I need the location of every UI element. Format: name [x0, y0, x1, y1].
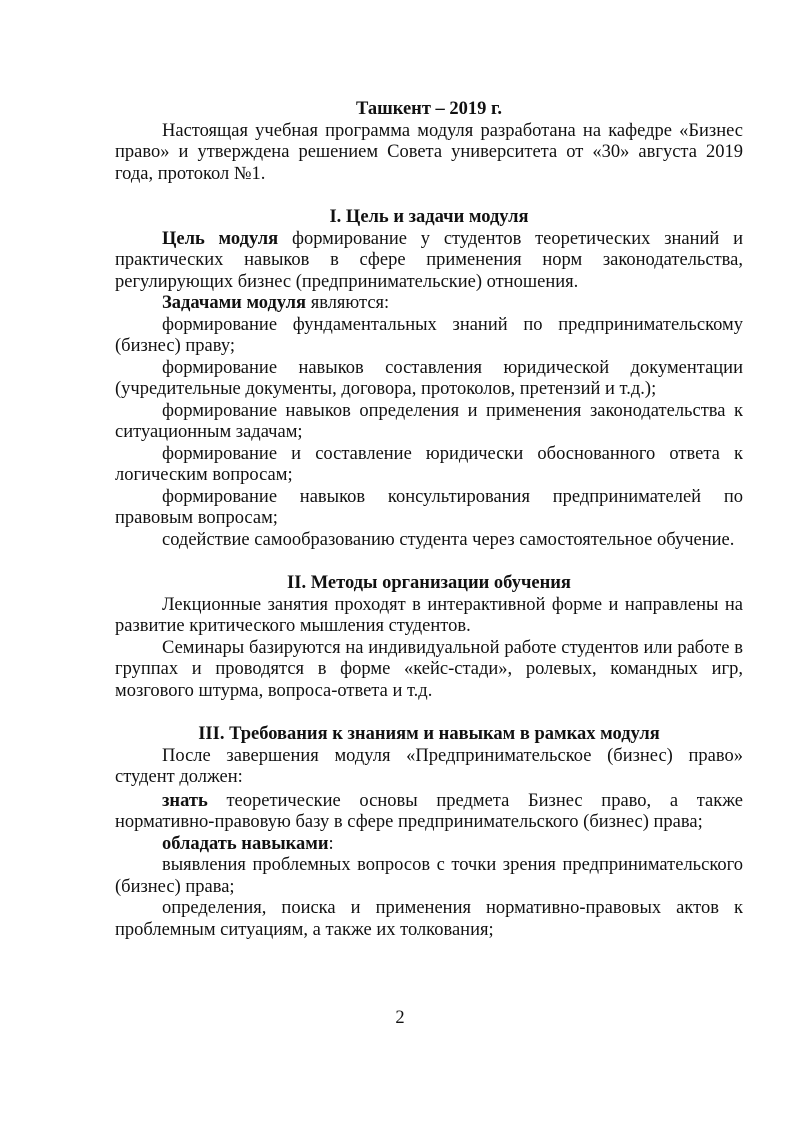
- know-label: знать: [162, 790, 208, 811]
- section-3-title: III. Требования к знаниям и навыкам в рамках модуля: [198, 724, 660, 744]
- page-content: [115, 99, 743, 941]
- task-item: формирование навыков консультирования предпринимателей по правовым вопросам;: [115, 486, 743, 528]
- task-item: содействие самообразованию студента через самостоятельное обучение.: [162, 529, 735, 550]
- tasks-suffix: являются:: [306, 293, 390, 313]
- know-text: теоретические основы предмета Бизнес право, а также нормативно-правовую базу в сфере предпринимательского (бизнес) права;: [115, 790, 743, 832]
- task-item: формирование фундаментальных знаний по предпринимательскому (бизнес) праву;: [115, 314, 743, 356]
- goal-label: Цель модуля: [162, 228, 279, 249]
- task-item: формирование и составление юридически обоснованного ответа к логическим вопросам;: [115, 443, 743, 485]
- task-item: формирование навыков определения и применения законодательства к ситуационным задачам;: [115, 400, 743, 442]
- section-2-title: II. Методы организации обучения: [287, 573, 571, 593]
- skill-item: выявления проблемных вопросов с точки зрения предпринимательского (бизнес) права;: [115, 855, 743, 897]
- city-year-heading: Ташкент – 2019 г.: [356, 99, 502, 119]
- requirements-intro: После завершения модуля «Предпринимательское (бизнес) право» студент должен:: [115, 745, 743, 787]
- task-item: формирование навыков составления юридической документации (учредительные документы, договора, протоколов, претензий и т.д.);: [115, 357, 743, 399]
- skills-label: обладать навыками: [162, 833, 329, 854]
- section-1-title: I. Цель и задачи модуля: [329, 207, 529, 227]
- page-number: 2: [395, 1008, 405, 1028]
- skills-suffix: :: [328, 833, 334, 854]
- tasks-label: Задачами модуля: [162, 293, 307, 313]
- skill-item: определения, поиска и применения нормативно-правовых актов к проблемным ситуациям, а также их толкования;: [115, 898, 743, 940]
- goal-paragraph: [115, 229, 743, 294]
- tasks-intro: [115, 293, 743, 315]
- know-paragraph: [115, 791, 743, 834]
- goal-text: формирование у студентов теоретических знаний и практических навыков в сфере применения норм законодательства, регулирующих бизнес (предпринимательские) отношения.: [115, 228, 744, 292]
- skills-heading: [115, 834, 743, 856]
- methods-paragraph: Лекционные занятия проходят в интерактивной форме и направлены на развитие критического мышления студентов.: [115, 594, 743, 636]
- intro-paragraph: Настоящая учебная программа модуля разработана на кафедре «Бизнес право» и утверждена решением Совета университета от «30» августа 2019 года, протокол №1.: [115, 120, 743, 184]
- methods-paragraph: Семинары базируются на индивидуальной работе студентов или работе в группах и проводятся в форме «кейс-стади», ролевых, командных игр, мозгового штурма, вопроса-ответа и т.д.: [115, 637, 743, 701]
